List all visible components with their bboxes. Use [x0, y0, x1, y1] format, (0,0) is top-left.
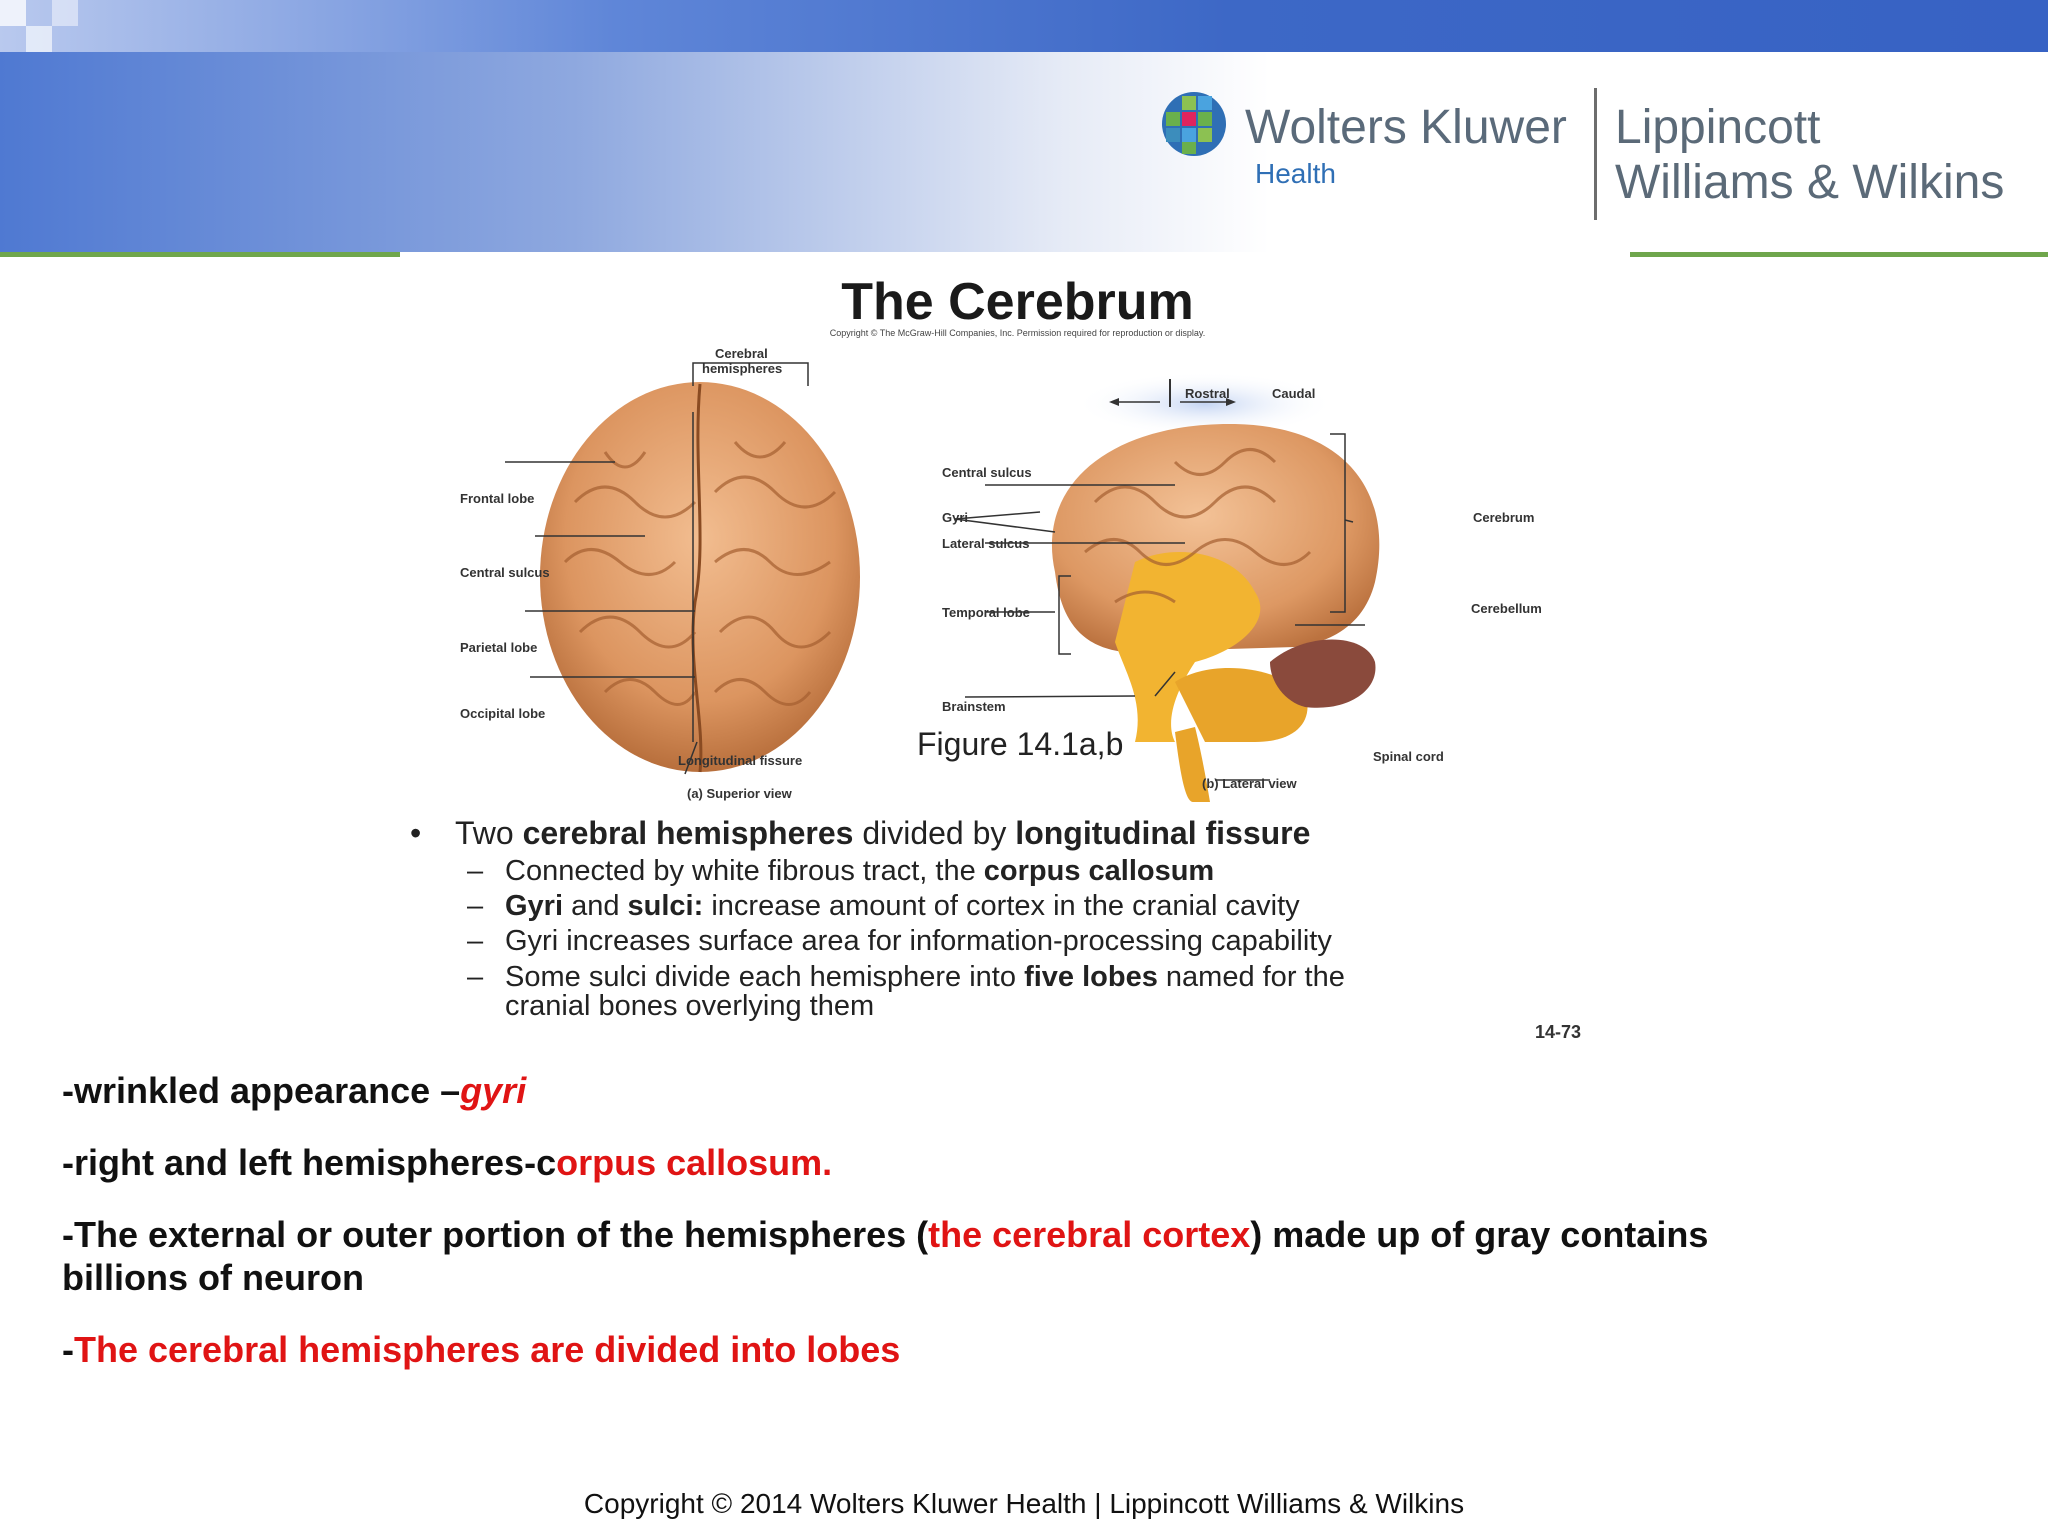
sub-bullet-3: – Gyri increases surface area for information-processing capability [467, 925, 1332, 957]
label-hemispheres: hemispheres [702, 361, 783, 376]
label-longitudinal-fissure: Longitudinal fissure [678, 753, 803, 768]
label-caudal: Caudal [1272, 386, 1316, 401]
label-occipital-lobe: Occipital lobe [460, 706, 546, 721]
label-frontal-lobe: Frontal lobe [460, 491, 535, 506]
label-parietal-lobe: Parietal lobe [460, 640, 538, 655]
sub-bullet-2: – Gyri and sulci: increase amount of cortex in the cranial cavity [467, 890, 1300, 922]
partner-line-2: Williams & Wilkins [1615, 156, 2005, 209]
header-top-strip [0, 0, 2048, 52]
label-cerebellum: Cerebellum [1471, 601, 1542, 616]
label-cerebrum: Cerebrum [1473, 510, 1535, 525]
sub-bullet-1: – Connected by white fibrous tract, the corpus callosum [467, 855, 1215, 887]
label-cerebral: Cerebral [715, 346, 768, 361]
label-central-sulcus-a: Central sulcus [460, 565, 550, 580]
figure-caption: Figure 14.1a,b [917, 726, 1124, 762]
embedded-slide [405, 262, 1630, 1052]
slide-title: The Cerebrum [841, 273, 1194, 331]
note-line-2: -right and left hemispheres-corpus callosum. [62, 1142, 833, 1183]
header-pixel-decor [52, 0, 78, 26]
header-pixel-decor [0, 0, 26, 26]
note-line-3-cont: billions of neuron [62, 1257, 364, 1298]
sub-bullet-4-cont: cranial bones overlying them [505, 990, 875, 1022]
label-gyri: Gyri [942, 510, 969, 525]
note-line-1: -wrinkled appearance –gyri [62, 1070, 527, 1111]
partner-line-1: Lippincott [1615, 101, 1821, 154]
note-line-4: -The cerebral hemispheres are divided into lobes [62, 1329, 901, 1370]
sub-bullet-4: – Some sulci divide each hemisphere into five lobes named for the [467, 961, 1345, 993]
header-accent-line-left [0, 252, 400, 257]
label-temporal-lobe: Temporal lobe [942, 605, 1030, 620]
note-line-3: -The external or outer portion of the hemispheres (the cerebral cortex) made up of gray contains [62, 1214, 1709, 1255]
bullet-main: • Two cerebral hemispheres divided by longitudinal fissure [410, 815, 1311, 851]
bullet-dot: • [410, 815, 422, 851]
wolters-kluwer-logo-icon [1160, 90, 1228, 158]
slide-page-number: 14-73 [1535, 1022, 1582, 1042]
brand-divider [1594, 88, 1597, 220]
label-lateral-sulcus: Lateral sulcus [942, 536, 1030, 551]
label-rostral: Rostral [1185, 386, 1230, 401]
slide-copyright: Copyright © The McGraw-Hill Companies, Inc. Permission required for reproduction or display. [829, 328, 1206, 338]
header-accent-line-right [1630, 252, 2048, 257]
brand-name: Wolters Kluwer [1245, 101, 1567, 154]
label-central-sulcus-b: Central sulcus [942, 465, 1032, 480]
label-spinal-cord: Spinal cord [1373, 749, 1444, 764]
footer-copyright: Copyright © 2014 Wolters Kluwer Health | Lippincott Williams & Wilkins [583, 1488, 1465, 1519]
header-pixel-decor [26, 26, 52, 52]
label-lateral-view: (b) Lateral view [1202, 776, 1297, 791]
brand-sub: Health [1255, 158, 1336, 189]
label-brainstem: Brainstem [942, 699, 1006, 714]
label-superior-view: (a) Superior view [687, 786, 792, 801]
